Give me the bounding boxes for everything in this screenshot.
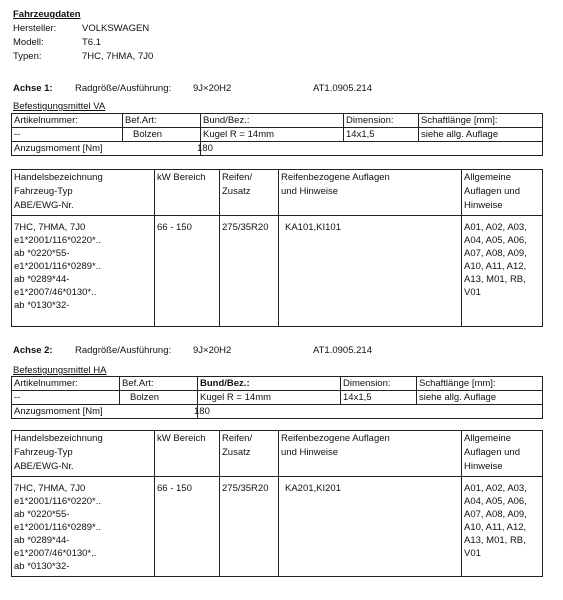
- table-row: [12, 142, 543, 156]
- table-row: [12, 405, 543, 419]
- axle2-size-value: 9J×20H2: [193, 345, 232, 356]
- fastener-value-dimension: 14x1,5: [341, 391, 417, 405]
- fastener-header-dimension: Dimension:: [344, 114, 419, 128]
- axle1-fastener-table: [11, 113, 543, 156]
- fastener-header-shaft: Schaftlänge [mm]:: [419, 114, 543, 128]
- vehicle-heading: Fahrzeugdaten: [13, 9, 81, 20]
- fastener-value-shaft: siehe allg. Auflage: [419, 128, 543, 142]
- fit-header-kw: kW Bereich: [155, 170, 220, 216]
- axle2-code: AT1.0905.214: [313, 345, 372, 356]
- axle1-label: Achse 1:: [13, 83, 53, 94]
- fit-header-general: Allgemeine Auflagen und Hinweise: [462, 431, 543, 477]
- axle2-fitment-table: [11, 430, 543, 577]
- torque-value: [194, 405, 543, 419]
- fit-general: A01, A02, A03, A04, A05, A06, A07, A08, A09, A10, A11, A12, A13, M01, RB, V01: [462, 477, 543, 577]
- fastener-value-collar: Kugel R = 14mm: [198, 391, 341, 405]
- axle1-fastener-title: Befestigungsmittel VA: [13, 101, 106, 112]
- fit-header-tire-notes: Reifenbezogene Auflagen und Hinweise: [279, 431, 462, 477]
- fastener-value-type: Bolzen: [123, 128, 201, 142]
- fit-kw: 66 - 150: [155, 477, 220, 577]
- fastener-header-shaft: Schaftlänge [mm]:: [417, 377, 543, 391]
- table-row: [12, 170, 543, 216]
- table-row: [12, 477, 543, 577]
- fastener-value-dimension: 14x1,5: [344, 128, 419, 142]
- axle1-fitment-table: [11, 169, 543, 327]
- fit-header-tire-notes: Reifenbezogene Auflagen und Hinweise: [279, 170, 462, 216]
- torque-label: Anzugsmoment [Nm]: [12, 405, 198, 419]
- fastener-header-type: Bef.Art:: [123, 114, 201, 128]
- fit-tire-notes: KA201,KI201: [279, 477, 462, 577]
- torque-number: 180: [197, 143, 213, 154]
- fastener-value-article: --: [12, 391, 120, 405]
- axle2-label: Achse 2:: [13, 345, 53, 356]
- fit-header-kw: kW Bereich: [155, 431, 220, 477]
- torque-value: [197, 142, 543, 156]
- fit-header-trade: Handelsbezeichnung Fahrzeug-Typ ABE/EWG-Nr.: [12, 170, 155, 216]
- table-row: [12, 216, 543, 327]
- fit-tire-notes: KA101,KI101: [279, 216, 462, 327]
- axle2-fastener-title: Befestigungsmittel HA: [13, 365, 107, 376]
- table-row: [12, 431, 543, 477]
- fit-trade: 7HC, 7HMA, 7J0 e1*2001/116*0220*.. ab *0220*55- e1*2001/116*0289*.. ab *0289*44- e1*2007/46*0130*.. ab *0130*32-: [12, 477, 155, 577]
- axle1-size-value: 9J×20H2: [193, 83, 232, 94]
- table-row: [12, 391, 543, 405]
- vehicle-value-model: T6.1: [82, 37, 102, 48]
- fastener-value-collar: Kugel R = 14mm: [201, 128, 344, 142]
- axle1-size-label: Radgröße/Ausführung:: [75, 83, 172, 94]
- axle2-size-label: Radgröße/Ausführung:: [75, 345, 172, 356]
- vehicle-label-types: Typen:: [13, 51, 42, 62]
- axle1-code: AT1.0905.214: [313, 83, 372, 94]
- fastener-header-type: Bef.Art:: [120, 377, 198, 391]
- fastener-header-collar: Bund/Bez.:: [198, 377, 341, 391]
- axle2-fastener-table: [11, 376, 543, 419]
- fastener-header-collar: Bund/Bez.:: [201, 114, 344, 128]
- fit-header-general: Allgemeine Auflagen und Hinweise: [462, 170, 543, 216]
- vehicle-value-types: 7HC, 7HMA, 7J0: [82, 51, 154, 62]
- fit-header-tire: Reifen/ Zusatz: [220, 170, 279, 216]
- fit-header-tire: Reifen/ Zusatz: [220, 431, 279, 477]
- torque-label: Anzugsmoment [Nm]: [12, 142, 201, 156]
- vehicle-value-manufacturer: VOLKSWAGEN: [82, 23, 150, 34]
- fit-trade: 7HC, 7HMA, 7J0 e1*2001/116*0220*.. ab *0220*55- e1*2001/116*0289*.. ab *0289*44- e1*2007/46*0130*.. ab *0130*32-: [12, 216, 155, 327]
- table-row: [12, 377, 543, 391]
- fit-general: A01, A02, A03, A04, A05, A06, A07, A08, A09, A10, A11, A12, A13, M01, RB, V01: [462, 216, 543, 327]
- table-row: [12, 114, 543, 128]
- fastener-value-type: Bolzen: [120, 391, 198, 405]
- fastener-value-article: --: [12, 128, 123, 142]
- fastener-header-dimension: Dimension:: [341, 377, 417, 391]
- fastener-header-article: Artikelnummer:: [12, 377, 120, 391]
- torque-number: 180: [194, 406, 210, 417]
- table-row: [12, 128, 543, 142]
- fit-tire: 275/35R20: [220, 477, 279, 577]
- vehicle-label-model: Modell:: [13, 37, 44, 48]
- vehicle-label-manufacturer: Hersteller:: [13, 23, 57, 34]
- fit-kw: 66 - 150: [155, 216, 220, 327]
- fastener-value-shaft: siehe allg. Auflage: [417, 391, 543, 405]
- fit-tire: 275/35R20: [220, 216, 279, 327]
- fit-header-trade: Handelsbezeichnung Fahrzeug-Typ ABE/EWG-Nr.: [12, 431, 155, 477]
- fastener-header-article: Artikelnummer:: [12, 114, 123, 128]
